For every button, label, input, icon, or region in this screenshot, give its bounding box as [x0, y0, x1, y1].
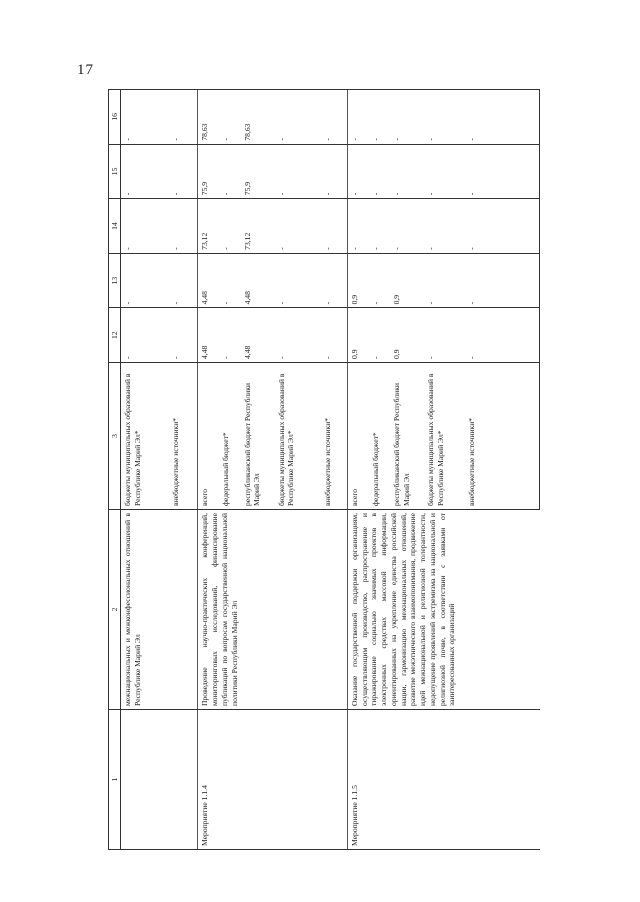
value-cell: -	[424, 308, 464, 363]
value-cell: -	[169, 253, 198, 308]
value-cell: -	[121, 90, 170, 145]
column-header: 3	[109, 363, 121, 510]
value-cell: -	[390, 144, 424, 199]
value-cell: -	[424, 199, 464, 254]
value-cell: -	[369, 144, 390, 199]
value-cell: -	[275, 308, 321, 363]
column-header: 16	[109, 90, 121, 145]
funding-source-cell: бюджеты муниципальных образований в Республике Марий Эл*	[121, 363, 170, 510]
value-cell: -	[121, 144, 170, 199]
measure-code-cell	[121, 710, 198, 850]
column-header: 1	[109, 710, 121, 850]
value-cell: -	[321, 253, 348, 308]
value-cell: -	[219, 199, 240, 254]
value-cell: -	[465, 199, 540, 254]
value-cell: -	[321, 199, 348, 254]
value-cell: -	[219, 308, 240, 363]
value-cell: 4,48	[241, 253, 275, 308]
table-row	[198, 90, 220, 850]
value-cell: -	[121, 253, 170, 308]
value-cell: 75,9	[198, 144, 220, 199]
value-cell: -	[321, 308, 348, 363]
value-cell: -	[465, 90, 540, 145]
value-cell: -	[348, 199, 370, 254]
value-cell: -	[424, 90, 464, 145]
column-header: 14	[109, 199, 121, 254]
value-cell: -	[275, 253, 321, 308]
value-cell: -	[219, 144, 240, 199]
value-cell: -	[169, 144, 198, 199]
value-cell: 0,9	[348, 253, 370, 308]
value-cell: -	[348, 90, 370, 145]
table-header-row	[109, 90, 121, 850]
value-cell: 73,12	[198, 199, 220, 254]
value-cell: -	[424, 253, 464, 308]
funding-source-cell: федеральный бюджет*	[219, 363, 240, 510]
rotated-table-container	[108, 90, 540, 850]
value-cell: 73,12	[241, 199, 275, 254]
value-cell: 78,63	[198, 90, 220, 145]
value-cell: -	[465, 144, 540, 199]
measure-name-cell: Оказание государственной поддержки организациям, осуществляющим производство, распространение и тиражирование социально значимых проектов в электронных средствах массовой информации, ориентированных на укрепление единства российской нации, гармонизацию межнациональных отношений, развитие межэтнического взаимопонимания, продвижение идей межнациональной и религиозной толерантности, недопущение проявлений экстремизма на национальной и религиозной почве, в соответствии с заявками от заинтересованных организаций	[348, 510, 540, 710]
value-cell: -	[390, 199, 424, 254]
funding-source-cell: республиканский бюджет Республики Марий Эл	[390, 363, 424, 510]
value-cell: -	[369, 199, 390, 254]
value-cell: 4,48	[198, 253, 220, 308]
value-cell: 0,9	[390, 308, 424, 363]
value-cell: -	[321, 144, 348, 199]
funding-source-cell: бюджеты муниципальных образований в Республике Марий Эл*	[424, 363, 464, 510]
column-header: 15	[109, 144, 121, 199]
measure-code-cell: Мероприятие 1.1.4	[198, 710, 348, 850]
funding-source-cell: всего	[348, 363, 370, 510]
value-cell: 78,63	[241, 90, 275, 145]
value-cell: 4,48	[241, 308, 275, 363]
funding-source-cell: республиканский бюджет Республики Марий Эл	[241, 363, 275, 510]
value-cell: -	[121, 199, 170, 254]
value-cell: -	[465, 253, 540, 308]
funding-table	[108, 89, 540, 850]
value-cell: -	[275, 90, 321, 145]
column-header: 12	[109, 308, 121, 363]
funding-source-cell: бюджеты муниципальных образований в Республике Марий Эл*	[275, 363, 321, 510]
column-header: 2	[109, 510, 121, 710]
value-cell: -	[369, 253, 390, 308]
value-cell: 4,48	[198, 308, 220, 363]
value-cell: -	[348, 144, 370, 199]
funding-source-cell: внебюджетные источники*	[321, 363, 348, 510]
value-cell: -	[169, 199, 198, 254]
funding-source-cell: внебюджетные источники*	[169, 363, 198, 510]
measure-name-cell: Проведение научно-практических конференций, мониторинговых исследований, финансирование публикаций по вопросам государственной национальной политики Республики Марий Эл	[198, 510, 348, 710]
value-cell: -	[219, 90, 240, 145]
value-cell: 0,9	[348, 308, 370, 363]
value-cell: -	[424, 144, 464, 199]
value-cell: -	[369, 308, 390, 363]
value-cell: -	[275, 199, 321, 254]
value-cell: -	[169, 90, 198, 145]
funding-source-cell: федеральный бюджет*	[369, 363, 390, 510]
value-cell: -	[390, 90, 424, 145]
value-cell: -	[321, 90, 348, 145]
measure-name-cell: межнациональных и межконфессиональных отношений в Республике Марий Эл	[121, 510, 198, 710]
value-cell: -	[121, 308, 170, 363]
measure-code-cell: Мероприятие 1.1.5	[348, 710, 540, 850]
value-cell: -	[275, 144, 321, 199]
value-cell: -	[465, 308, 540, 363]
value-cell: 75,9	[241, 144, 275, 199]
table-row	[121, 90, 170, 850]
table-row	[348, 90, 370, 850]
funding-source-cell: внебюджетные источники*	[465, 363, 540, 510]
value-cell: 0,9	[390, 253, 424, 308]
value-cell: -	[369, 90, 390, 145]
value-cell: -	[169, 308, 198, 363]
column-header: 13	[109, 253, 121, 308]
funding-source-cell: всего	[198, 363, 220, 510]
page-number: 17	[77, 62, 94, 78]
value-cell: -	[219, 253, 240, 308]
